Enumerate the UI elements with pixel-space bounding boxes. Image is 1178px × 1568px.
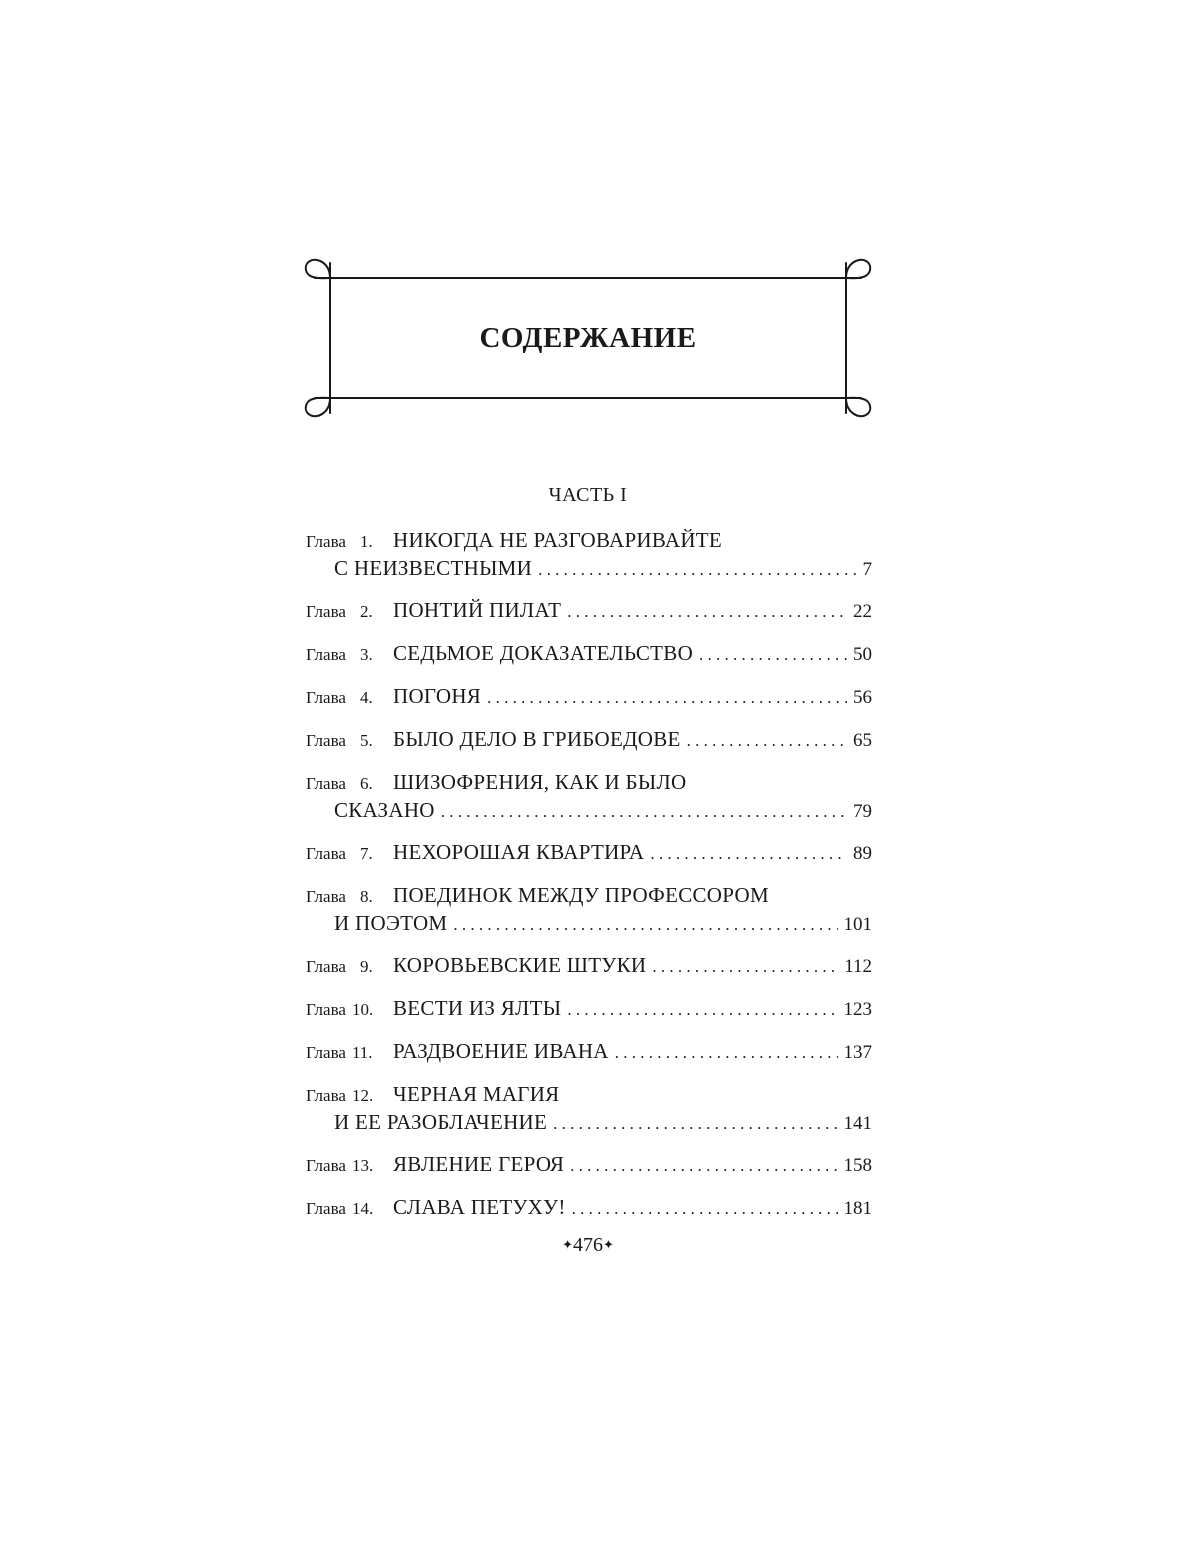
toc-entry[interactable] [306, 1037, 872, 1065]
chapter-page-number: 89 [853, 843, 872, 864]
toc-entry[interactable] [306, 994, 872, 1022]
chapter-page-number: 56 [853, 687, 872, 708]
chapter-number: 4. [359, 688, 373, 707]
chapter-title: НЕХОРОШАЯ КВАРТИРА [393, 840, 645, 864]
page-number [303, 1234, 873, 1257]
chapter-word: Глава [306, 1199, 346, 1218]
chapter-word: Глава [306, 1086, 346, 1105]
diamond-star-icon: ✦ [562, 1237, 573, 1252]
chapter-page-number: 101 [843, 914, 872, 935]
chapter-word: Глава [306, 844, 346, 863]
toc-entry[interactable] [306, 596, 872, 624]
chapter-word: Глава [306, 957, 346, 976]
chapter-number: 11. [351, 1043, 373, 1062]
part-heading: ЧАСТЬ I [548, 484, 628, 506]
chapter-page-number: 158 [843, 1155, 872, 1176]
chapter-number: 9. [359, 957, 373, 976]
chapter-page-number: 79 [853, 801, 872, 822]
chapter-title: РАЗДВОЕНИЕ ИВАНА [393, 1039, 609, 1063]
chapter-number: 8. [359, 887, 373, 906]
chapter-word: Глава [306, 602, 346, 621]
chapter-label [306, 883, 393, 911]
toc-entry[interactable] [306, 768, 872, 824]
chapter-word: Глава [306, 532, 346, 551]
chapter-title-continued: СКАЗАНО [334, 798, 435, 822]
chapter-title: БЫЛО ДЕЛО В ГРИБОЕДОВЕ [393, 727, 681, 751]
contents-heading: СОДЕРЖАНИЕ [479, 321, 697, 354]
dot-leader [441, 798, 847, 826]
dot-leader [650, 840, 847, 868]
chapter-number: 6. [359, 774, 373, 793]
chapter-label [306, 1082, 393, 1110]
chapter-title: ПОГОНЯ [393, 684, 482, 708]
chapter-page-number: 112 [844, 956, 872, 977]
toc-entry[interactable] [306, 881, 872, 937]
toc-entry[interactable] [306, 526, 872, 582]
chapter-number: 10. [351, 1000, 374, 1019]
chapter-word: Глава [306, 887, 346, 906]
chapter-title: СЕДЬМОЕ ДОКАЗАТЕЛЬСТВО [393, 641, 694, 665]
chapter-label [306, 840, 393, 868]
chapter-label [306, 598, 393, 626]
chapter-title: ШИЗОФРЕНИЯ, КАК И БЫЛО [393, 770, 687, 794]
chapter-number: 12. [351, 1086, 374, 1105]
chapter-page-number: 181 [843, 1198, 872, 1219]
chapter-title-continued: С НЕИЗВЕСТНЫМИ [334, 556, 533, 580]
toc-entry[interactable] [306, 682, 872, 710]
chapter-page-number: 7 [862, 559, 872, 580]
chapter-label [306, 528, 393, 556]
chapter-title: ПОНТИЙ ПИЛАТ [393, 598, 562, 622]
contents-title-frame [303, 253, 873, 423]
chapter-label [306, 641, 393, 669]
chapter-number: 2. [359, 602, 373, 621]
toc-entry[interactable] [306, 951, 872, 979]
chapter-title: ЧЕРНАЯ МАГИЯ [393, 1082, 560, 1106]
chapter-title: ВЕСТИ ИЗ ЯЛТЫ [393, 996, 562, 1020]
chapter-word: Глава [306, 1000, 346, 1019]
chapter-page-number: 137 [843, 1042, 872, 1063]
diamond-star-icon: ✦ [603, 1237, 614, 1252]
chapter-label [306, 996, 393, 1024]
dot-leader [570, 1152, 837, 1180]
chapter-title-continued: И ЕЕ РАЗОБЛАЧЕНИЕ [334, 1110, 548, 1134]
dot-leader [453, 911, 837, 939]
chapter-label [306, 1152, 393, 1180]
chapter-page-number: 141 [843, 1113, 872, 1134]
chapter-word: Глава [306, 1043, 346, 1062]
chapter-label [306, 953, 393, 981]
dot-leader [553, 1110, 837, 1138]
toc-entry[interactable] [306, 1080, 872, 1136]
chapter-word: Глава [306, 1156, 346, 1175]
chapter-title: ПОЕДИНОК МЕЖДУ ПРОФЕССОРОМ [393, 883, 769, 907]
chapter-page-number: 50 [853, 644, 872, 665]
chapter-label [306, 1195, 393, 1223]
dot-leader [699, 641, 847, 669]
chapter-word: Глава [306, 688, 346, 707]
chapter-title: КОРОВЬЕВСКИЕ ШТУКИ [393, 953, 647, 977]
chapter-number: 14. [351, 1199, 374, 1218]
dot-leader [652, 953, 838, 981]
chapter-label [306, 727, 393, 755]
dot-leader [567, 598, 847, 626]
chapter-label [306, 770, 393, 798]
chapter-number: 5. [359, 731, 373, 750]
chapter-page-number: 123 [843, 999, 872, 1020]
dot-leader [538, 556, 856, 584]
dot-leader [487, 684, 847, 712]
chapter-title: СЛАВА ПЕТУХУ! [393, 1195, 566, 1219]
chapter-word: Глава [306, 731, 346, 750]
chapter-word: Глава [306, 645, 346, 664]
chapter-label [306, 684, 393, 712]
toc-entry[interactable] [306, 1193, 872, 1221]
chapter-number: 1. [359, 532, 373, 551]
chapter-page-number: 65 [853, 730, 872, 751]
chapter-title: НИКОГДА НЕ РАЗГОВАРИВАЙТЕ [393, 528, 723, 552]
toc-entry[interactable] [306, 639, 872, 667]
toc-entry[interactable] [306, 838, 872, 866]
chapter-number: 7. [359, 844, 373, 863]
chapter-page-number: 22 [853, 601, 872, 622]
dot-leader [615, 1039, 838, 1067]
chapter-word: Глава [306, 774, 346, 793]
toc-entry[interactable] [306, 1150, 872, 1178]
chapter-label [306, 1039, 393, 1067]
page-number-value: 476 [573, 1234, 603, 1256]
chapter-title-continued: И ПОЭТОМ [334, 911, 448, 935]
dot-leader [572, 1195, 838, 1223]
dot-leader [567, 996, 837, 1024]
chapter-number: 3. [359, 645, 373, 664]
chapter-number: 13. [351, 1156, 374, 1175]
dot-leader [687, 727, 847, 755]
toc-entry[interactable] [306, 725, 872, 753]
chapter-title: ЯВЛЕНИЕ ГЕРОЯ [393, 1152, 565, 1176]
